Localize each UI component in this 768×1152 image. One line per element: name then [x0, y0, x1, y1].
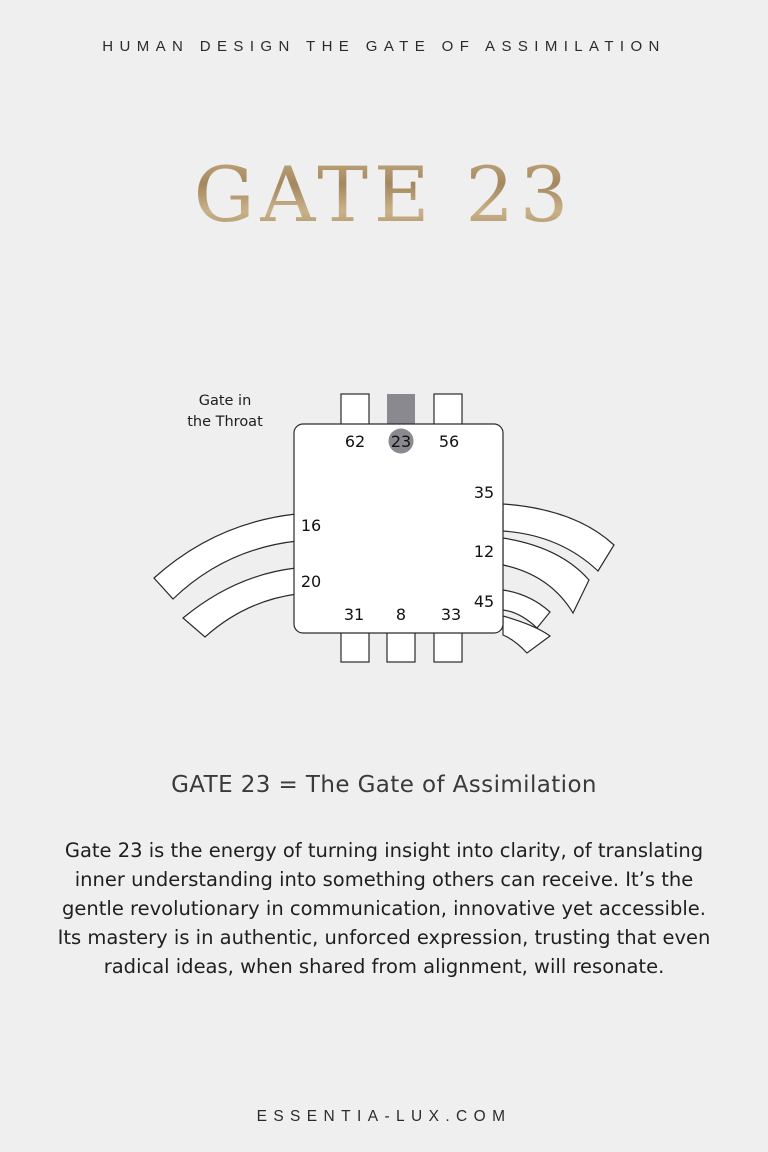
- gate-tab-62: [341, 394, 369, 425]
- gate-20-label: 20: [300, 572, 322, 591]
- gate-tab-23: [387, 394, 415, 425]
- caption-line-2: the Throat: [187, 414, 263, 430]
- throat-center: [294, 424, 503, 633]
- gate-8-label: 8: [395, 605, 407, 624]
- page-header: HUMAN DESIGN THE GATE OF ASSIMILATION: [102, 38, 666, 55]
- gate-subtitle: GATE 23 = The Gate of Assimilation: [171, 772, 597, 798]
- gate-56-label: 56: [438, 432, 460, 451]
- gate-16-label: 16: [300, 516, 322, 535]
- gate-description: Gate 23 is the energy of turning insight into clarity, of translating inner understanding into something others can receive. It’s the gentle revolutionary in communication, innovative yet accessible. Its mastery is in authentic, unforced expression, trusting that even radical ideas, when shared from alignment, will resonate.: [57, 839, 711, 978]
- footer-website: ESSENTIA-LUX.COM: [256, 1108, 512, 1125]
- gate-33-label: 33: [440, 605, 462, 624]
- gate-35-label: 35: [473, 483, 495, 502]
- gate-tab-31: [341, 632, 369, 662]
- gate-45-label: 45: [473, 592, 495, 611]
- caption-line-1: Gate in: [198, 393, 252, 409]
- gate-12-label: 12: [473, 542, 495, 561]
- channel-left-inner: [183, 568, 297, 637]
- gate-31-label: 31: [343, 605, 365, 624]
- gate-23-label: 23: [390, 432, 412, 451]
- gate-tab-33: [434, 632, 462, 662]
- gate-62-label: 62: [344, 432, 366, 451]
- throat-center-diagram: [0, 380, 768, 680]
- gate-tab-8: [387, 632, 415, 662]
- page-title: GATE 23: [0, 140, 768, 250]
- gate-tab-56: [434, 394, 462, 425]
